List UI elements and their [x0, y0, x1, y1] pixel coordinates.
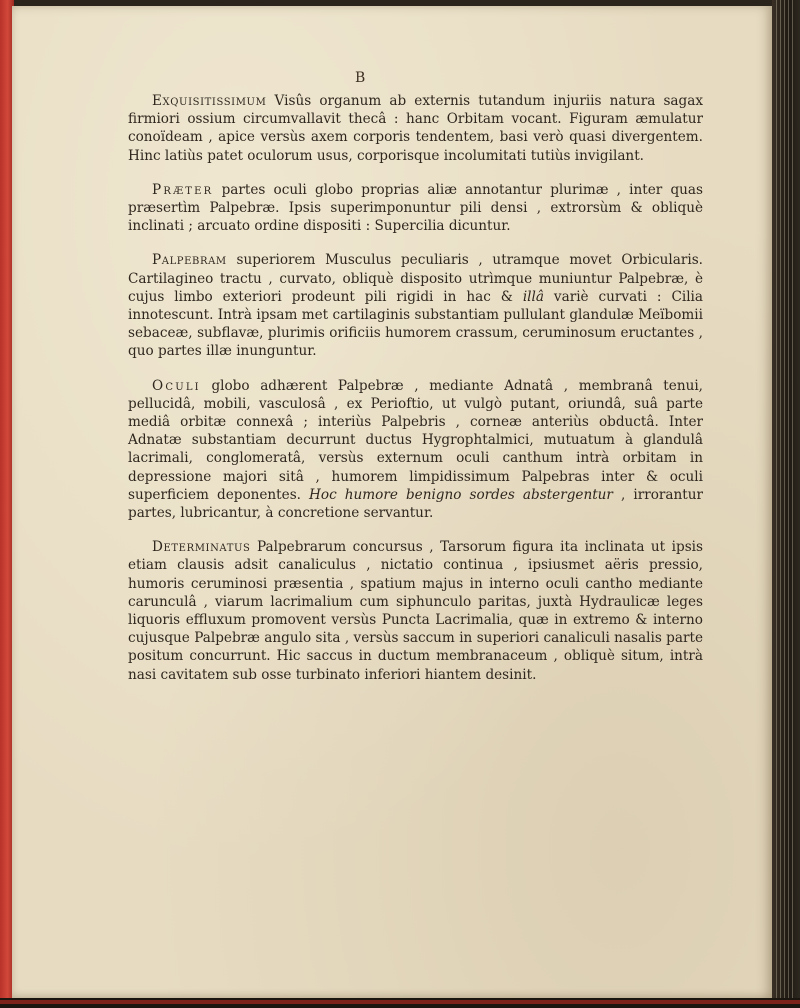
paragraph-text: , irrorantur partes, lubricantur, à concretione servantur.: [128, 486, 703, 522]
paragraph-palpebra: [128, 251, 703, 360]
paragraph-orbita: [128, 92, 703, 165]
paragraph-text: superiorem Musculus peculiaris , utramque movet Orbicularis. Cartilagineo tractu , curvato, obliquè disposito utrìmque muniuntur Palpebræ, è cujus limbo exteriori prodeunt pili rigidi in hac &: [128, 252, 703, 305]
page-body: [128, 92, 703, 700]
paragraph-italic-text: Hoc humore benigno sordes abstergentur: [309, 486, 613, 503]
paragraph-lead-word: Præter: [152, 181, 214, 198]
paragraph-puncta-lacrimalia: [128, 538, 703, 684]
bottom-red-edge: [0, 1000, 800, 1004]
paragraph-adnata: [128, 377, 703, 523]
paragraph-text: Visûs organum ab externis tutandum injuriis natura sagax firmiori ossium circumvallavit thecâ : hanc Orbitam vocant. Figuram æmulatur conoïdeam , apice versùs axem corporis tendentem, basi verò quasi divergentem. Hinc latiùs patet oculorum usus, corporisque incolumitati tutiùs invigilant.: [128, 93, 703, 164]
paragraph-text: Palpebrarum concursus , Tarsorum figura ita inclinata ut ipsis etiam clausis adsit canaliculus , nictatio continua , ipsiusmet aëris pressio, humoris ceruminosi præsentia , spatium majus in interno oculi cantho mediante carunculâ , viarum lacrimalium cum siphunculo paritas, juxtà Hydraulicæ leges liquoris effluxum promovent versùs Puncta Lacrimalia, quæ in extremo & interno cujusque Palpebræ angulo sita , versùs saccum in superiori canaliculi nasalis parte positum concurrunt. Hic saccus in ductum membranaceum , obliquè situm, intrà nasi cavitatem sub osse turbinato inferiori hiantem desinit.: [128, 539, 703, 683]
paragraph-text: partes oculi globo proprias aliæ annotantur plurimæ , inter quas præsertìm Palpebræ. Ipsis superimponuntur pili densi , extrorsùm & obliquè inclinati ; arcuato ordine dispositi : Supercilia dicuntur.: [128, 181, 703, 235]
paragraph-lead-word: Oculi: [152, 377, 201, 394]
paragraph-text: globo adhærent Palpebræ , mediante Adnatâ , membranâ tenui, pellucidâ, mobili, vasculosâ , ex Perioftio, ut vulgò putant, oriundâ, suâ parte mediâ orbitæ connexâ ; interiùs Palpebris , corneæ anteriùs obductâ. Inter Adnatæ substantiam decurrunt ductus Hygrophtalmici, mutuatum à glandulâ lacrimali, conglomeratâ, versùs externum oculi canthum intrà orbitam in depressione majori sitâ , humorem limpidissimum Palpebras inter & oculi superficiem deponentes.: [128, 377, 703, 503]
paragraph-text: variè curvati : Cilia innotescunt. Intrà ipsam met cartilaginis substantiam pullulant glandulæ Meïbomii sebaceæ, subflavæ, plurimis orificiis humorem crassum, ceruminosum eructantes , quo partes illæ inunguntur.: [128, 288, 703, 360]
signature-mark: B: [355, 70, 366, 86]
paragraph-lead-word: Palpebram: [152, 252, 227, 269]
paragraph-supercilia: [128, 181, 703, 236]
stacked-page-edges: [776, 0, 794, 1008]
paragraph-lead-word: Determinatus: [152, 539, 251, 556]
paragraph-lead-word: Exquisitissimum: [152, 93, 267, 109]
paragraph-italic-text: illâ: [522, 288, 544, 305]
